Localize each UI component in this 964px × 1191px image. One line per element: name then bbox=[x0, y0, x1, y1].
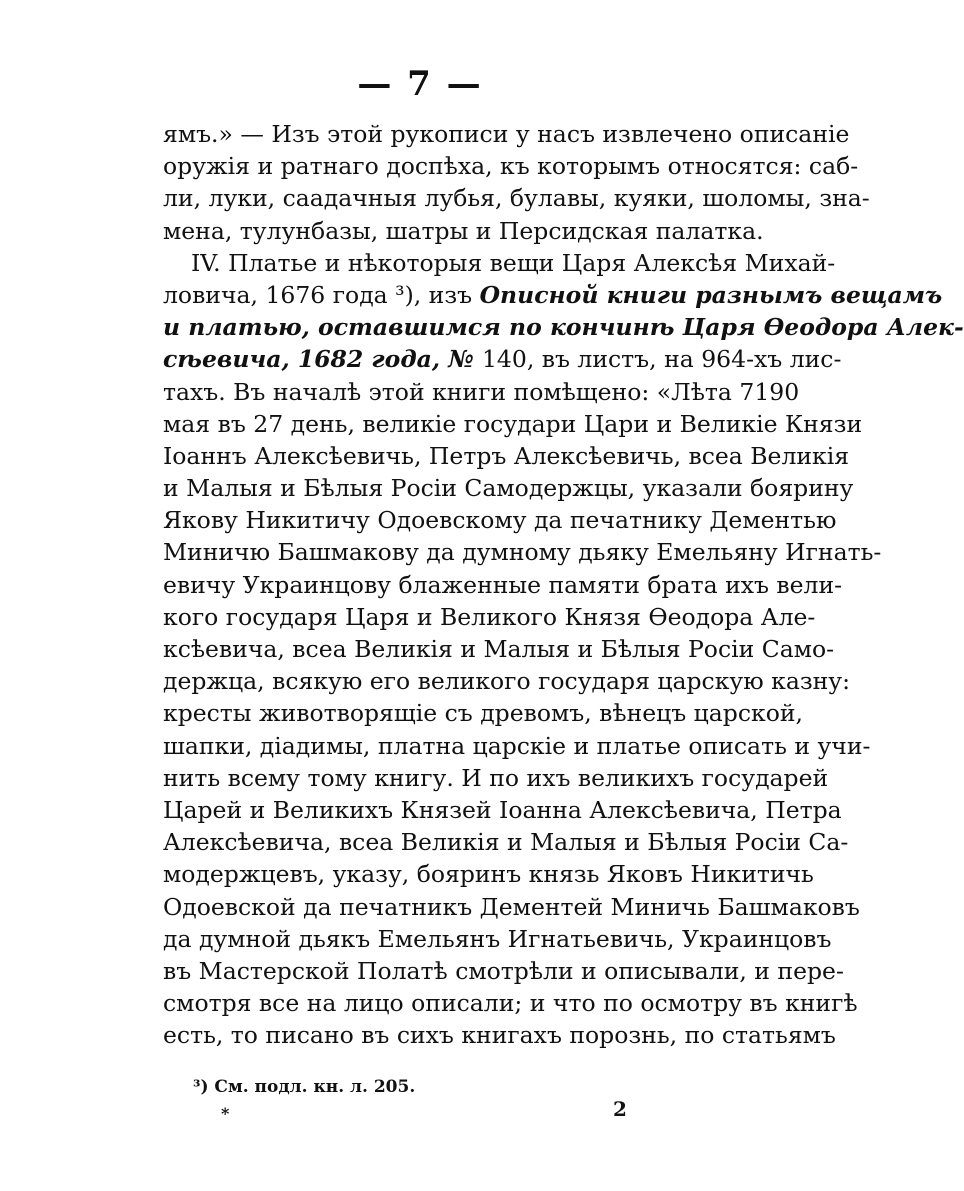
text-line: есть, то писано въ сихъ книгахъ порознь, по статьямъ bbox=[163, 1021, 836, 1050]
text-line: Якову Никитичу Одоевскому да печатнику Дементью bbox=[163, 506, 837, 535]
text-line: Алексѣевича, всеа Великія и Малыя и Бѣлыя Росіи Са- bbox=[163, 828, 849, 857]
text-line: Царей и Великихъ Князей Іоанна Алексѣевича, Петра bbox=[163, 795, 842, 824]
text-fragment: 140, въ листъ, на 964-хъ лис- bbox=[481, 345, 842, 374]
text-line: шапки, діадимы, платна царскіе и платье описать и учи- bbox=[163, 731, 871, 760]
signature-mark: * bbox=[221, 1104, 230, 1123]
footnote: ³) См. подл. кн. л. 205. bbox=[193, 1077, 416, 1097]
text-line: оружія и ратнаго доспѣха, къ которымъ относятся: саб- bbox=[163, 152, 859, 181]
sheet-signature-number: 2 bbox=[613, 1097, 627, 1121]
text-line: мена, тулунбазы, шатры и Персидская палатка. bbox=[163, 216, 764, 245]
paragraph-start-line: IV. Платье и нѣкоторыя вещи Царя Алексѣя Михай- bbox=[191, 248, 836, 277]
text-line: мая въ 27 день, великіе государи Цари и Великіе Князи bbox=[163, 409, 863, 438]
text-line bbox=[163, 279, 943, 311]
text-line: кресты животворящіе съ древомъ, вѣнецъ царской, bbox=[163, 699, 803, 728]
text-line: держца, всякую его великого государя царскую казну: bbox=[163, 667, 851, 696]
book-title-italic-line: и платью, оставшимся по кончинѣ Царя Ѳеодора Алек- bbox=[163, 313, 964, 342]
text-line: и Малыя и Бѣлыя Росіи Самодержцы, указали боярину bbox=[163, 474, 854, 503]
text-line: въ Мастерской Полатѣ смотрѣли и описывали, и пере- bbox=[163, 956, 844, 985]
text-line: ямъ.» — Изъ этой рукописи у насъ извлечено описаніе bbox=[163, 120, 850, 148]
text-line: ксѣевича, всеа Великія и Малыя и Бѣлыя Росіи Само- bbox=[163, 635, 835, 663]
text-line: Одоевской да печатникъ Дементей Миничь Башмаковъ bbox=[163, 892, 860, 921]
text-line bbox=[163, 343, 842, 375]
page-number: — 7 — bbox=[357, 64, 483, 104]
text-line: нить всему тому книгу. И по ихъ великихъ государей bbox=[163, 763, 829, 792]
body-text bbox=[163, 118, 964, 1051]
text-line: Миничю Башмакову да думному дьяку Емельяну Игнать- bbox=[163, 538, 882, 567]
text-fragment: ловича, 1676 года ³), изъ bbox=[163, 280, 480, 309]
text-line: модержцевъ, указу, бояринъ князь Яковъ Никитичь bbox=[163, 860, 814, 889]
text-line: кого государя Царя и Великого Князя Ѳеодора Але- bbox=[163, 602, 816, 631]
text-line: Іоаннъ Алексѣевичь, Петръ Алексѣевичь, всеа Великія bbox=[163, 441, 850, 470]
book-title-italic: сѣевича, 1682 года, № bbox=[163, 345, 482, 374]
text-line: тахъ. Въ началѣ этой книги помѣщено: «Лѣта 7190 bbox=[163, 377, 800, 406]
text-line: да думной дьякъ Емельянъ Игнатьевичь, Украинцовъ bbox=[163, 924, 832, 953]
text-line: ли, луки, саадачныя лубья, булавы, куяки, шоломы, зна- bbox=[163, 184, 870, 213]
text-line: смотря все на лицо описали; и что по осмотру въ книгѣ bbox=[163, 989, 858, 1018]
book-title-italic: Описной книги разнымъ вещамъ bbox=[479, 280, 943, 309]
text-line: евичу Украинцову блаженные памяти брата ихъ вели- bbox=[163, 570, 843, 599]
